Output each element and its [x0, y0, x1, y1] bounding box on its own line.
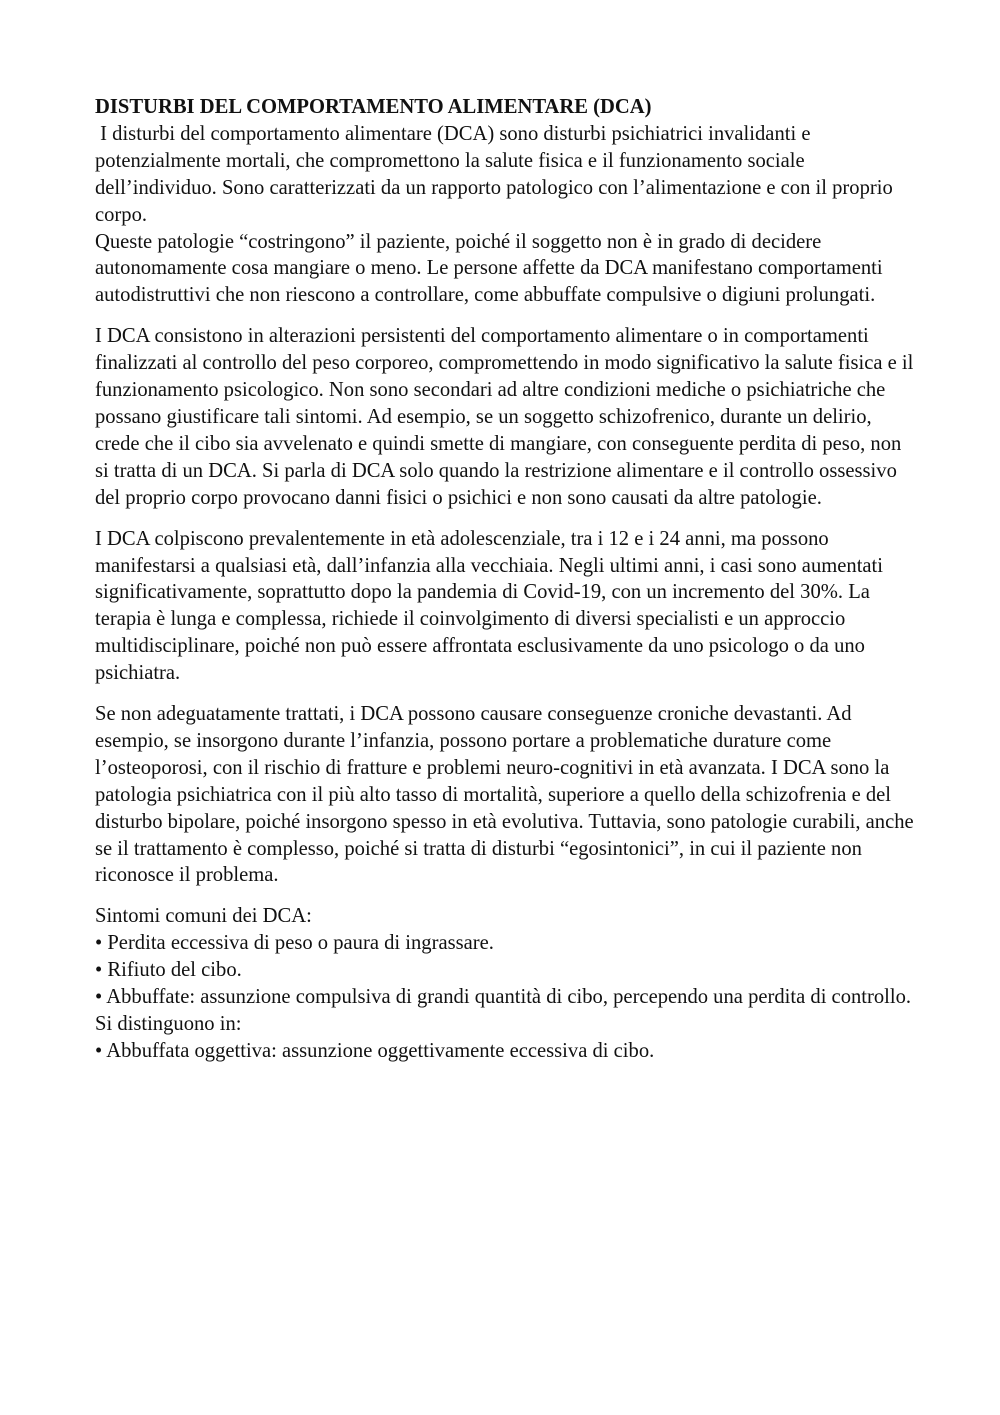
- paragraph-epidemiology: I DCA colpiscono prevalentemente in età adolescenziale, tra i 12 e i 24 anni, ma possono manifestarsi a qualsiasi età, dall’infanzia alla vecchiaia. Negli ultimi anni, i casi sono aumentati significativamente, soprattutto dopo la pandemia di Covid-19, con un incremento del 30%. La terapia è lunga e complessa, richiede il coinvolgimento di diversi specialisti e un approccio multidisciplinare, poiché non può essere affrontata esclusivamente da uno psicologo o da uno psichiatra.: [95, 527, 884, 685]
- list-item: • Abbuffata oggettiva: assunzione oggettivamente eccessiva di cibo.: [95, 1039, 655, 1062]
- symptoms-heading: Sintomi comuni dei DCA:: [95, 905, 312, 928]
- paragraph-definition: I DCA consistono in alterazioni persistenti del comportamento alimentare o in comportamenti finalizzati al controllo del peso corporeo, compromettendo in modo significativo la salute fisica e il funzionamento psicologico. Non sono secondari ad altre condizioni mediche o psichiatriche che possano giustificare tali sintomi. Ad esempio, se un soggetto schizofrenico, durante un delirio, crede che il cibo sia avvelenato e quindi smette di mangiare, con conseguente perdita di peso, non si tratta di un DCA. Si parla di DCA solo quando la restrizione alimentare e il controllo ossessivo del proprio corpo provocano danni fisici o psichici e non sono causati da altre patologie.: [95, 325, 914, 509]
- list-item: • Rifiuto del cibo.: [95, 959, 242, 982]
- intro-paragraph: I disturbi del comportamento alimentare (DCA) sono disturbi psichiatrici invalidanti e potenzialmente mortali, che compromettono la salute fisica e il funzionamento sociale dell’individuo. Sono caratterizzati da un rapporto patologico con l’alimentazione e con il proprio corpo.: [95, 122, 898, 226]
- paragraph-consequences: Se non adeguatamente trattati, i DCA possono causare conseguenze croniche devastanti. Ad esempio, se insorgono durante l’infanzia, possono portare a problematiche durature come l’osteoporosi, con il rischio di fratture e problemi neuro-cognitivi in età avanzata. I DCA sono la patologia psichiatrica con il più alto tasso di mortalità, superiore a quello della schizofrenia e del disturbo bipolare, poiché insorgono spesso in età evolutiva. Tuttavia, sono patologie curabili, anche se il trattamento è complesso, poiché si tratta di disturbi “egosintonici”, in cui il paziente non riconosce il problema.: [95, 703, 914, 887]
- document-title: DISTURBI DEL COMPORTAMENTO ALIMENTARE (DCA): [95, 96, 652, 118]
- list-item: • Perdita eccessiva di peso o paura di ingrassare.: [95, 932, 494, 955]
- intro-paragraph-continued: Queste patologie “costringono” il paziente, poiché il soggetto non è in grado di decidere autonomamente cosa mangiare o meno. Le persone affette da DCA manifestano comportamenti autodistruttivi che non riescono a controllare, come abbuffate compulsive o digiuni prolungati.: [95, 230, 883, 307]
- list-item: • Abbuffate: assunzione compulsiva di grandi quantità di cibo, percependo una perdita di controllo. Si distinguono in:: [95, 986, 912, 1035]
- document-page: [95, 94, 915, 1065]
